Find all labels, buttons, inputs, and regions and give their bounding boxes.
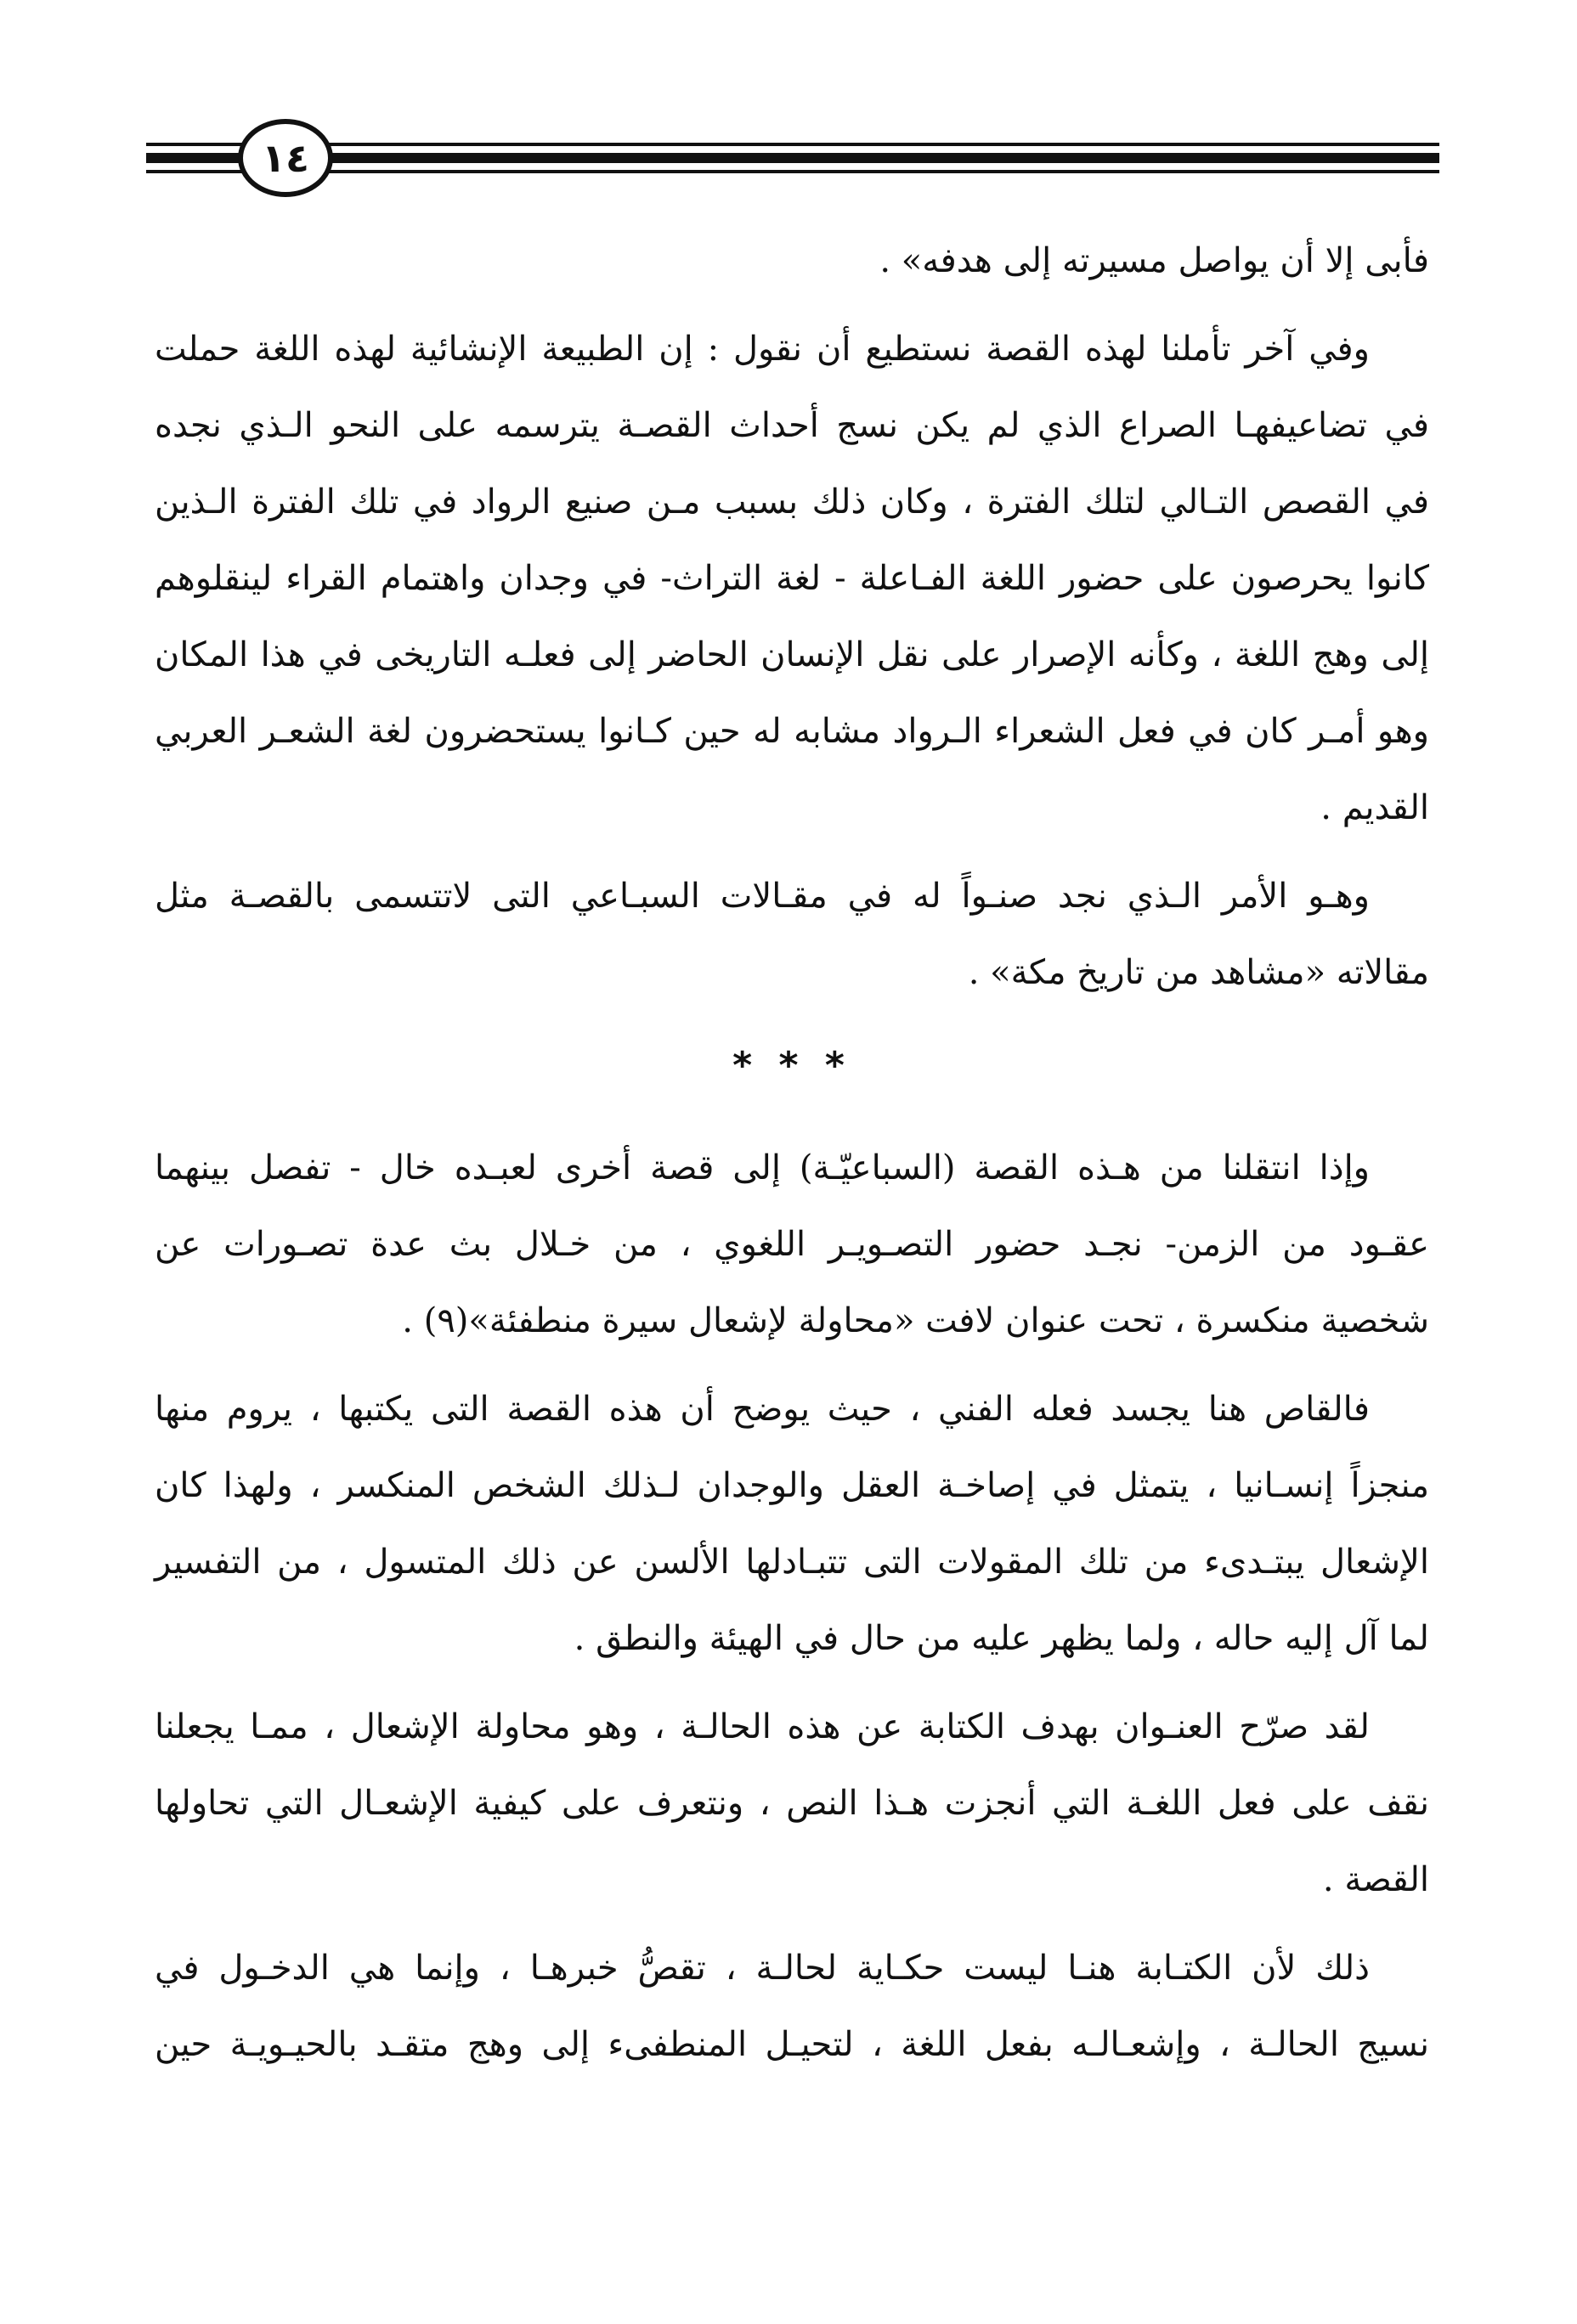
paragraph (155, 223, 1429, 299)
text-line: لقد صرّح العنـوان بهدف الكتابة عن هذه الحالـة ، وهو محاولة الإشعال ، ممـا يجعلنا (155, 1707, 1370, 1746)
text-line: مقالاته «مشاهد من تاريخ مكة» . (968, 953, 1429, 992)
paragraph (155, 1130, 1429, 1359)
text-line: الإشعال يبتـدىء من تلك المقولات التى تتبـادلها الألسن عن ذلك المتسول ، من التفسير (155, 1543, 1429, 1582)
page-header (146, 119, 1439, 197)
text-line: كانوا يحرصون على حضور اللغة الفـاعلة - لغة التراث- في وجدان واهتمام القراء لينقلوهم (155, 559, 1429, 598)
page-body (155, 223, 1429, 2095)
text-line: عقـود من الزمن- نجـد حضور التصـويـر اللغوي ، من خـلال بث عدة تصـورات عن (155, 1225, 1429, 1264)
paragraph (155, 311, 1429, 846)
text-line: لما آل إليه حاله ، ولما يظهر عليه من حال في الهيئة والنطق . (574, 1619, 1429, 1658)
text-line: منجزاً إنسـانيا ، يتمثل في إصاخـة العقل والوجدان لـذلك الشخص المنكسر ، ولهذا كان (155, 1466, 1429, 1505)
text-line: ذلك لأن الكتـابة هنـا ليست حكـاية لحالـة ، تقصُّ خبرهـا ، وإنما هي الدخـول في (155, 1949, 1370, 1988)
text-line: وهـو الأمر الـذي نجد صنـواً له في مقـالات السبـاعي التى لاتتسمى بالقصـة مثل (155, 877, 1370, 916)
text-line: وفي آخر تأملنا لهذه القصة نستطيع أن نقول : إن الطبيعة الإنشائية لهذه اللغة حملت (155, 330, 1370, 369)
text-line: وهو أمـر كان في فعل الشعراء الـرواد مشابه له حين كـانوا يستحضرون لغة الشعـر العربي (155, 712, 1429, 751)
paragraph (155, 1689, 1429, 1918)
text-line: فالقاص هنا يجسد فعله الفني ، حيث يوضح أن هذه القصة التى يكتبها ، يروم منها (155, 1390, 1370, 1429)
section-separator: * * * (732, 1044, 851, 1087)
paragraph (155, 1371, 1429, 1677)
header-rule-top (146, 143, 1439, 146)
text-line: القديم . (1320, 788, 1429, 827)
text-line: شخصية منكسرة ، تحت عنوان لافت «محاولة لإشعال سيرة منطفئة»(٩) . (402, 1301, 1429, 1340)
text-line: القصة . (1322, 1860, 1429, 1899)
text-line: نقف على فعل اللغـة التي أنجزت هـذا النص ، ونتعرف على كيفية الإشعـال التي تحاولها (155, 1784, 1429, 1823)
header-rule-thick (146, 153, 1439, 163)
text-line: إلى وهج اللغة ، وكأنه الإصرار على نقل الإنسان الحاضر إلى فعلـه التاريخى في هذا المكان (155, 635, 1430, 674)
text-line: فأبى إلا أن يواصل مسيرته إلى هدفه» . (879, 241, 1429, 280)
page-number-badge (238, 119, 333, 197)
paragraph (155, 858, 1429, 1011)
page-number: ١٤ (261, 135, 310, 181)
paragraph (155, 1930, 1429, 2083)
text-line: في القصص التـالي لتلك الفترة ، وكان ذلك بسبب مـن صنيع الرواد في تلك الفترة الـذين (155, 482, 1429, 522)
text-line: نسيج الحالـة ، وإشعـالـه بفعل اللغة ، لتحيـل المنطفىء إلى وهج متقـد بالحيـويـة حين (155, 2025, 1429, 2064)
header-rule-bottom (146, 170, 1439, 173)
text-line: وإذا انتقلنا من هـذه القصة (السباعيّـة) إلى قصة أخرى لعبـده خال - تفصل بينهما (155, 1148, 1370, 1187)
text-line: في تضاعيفهـا الصراع الذي لم يكن نسج أحداث القصـة يترسمه على النحو الـذي نجده (155, 406, 1429, 445)
